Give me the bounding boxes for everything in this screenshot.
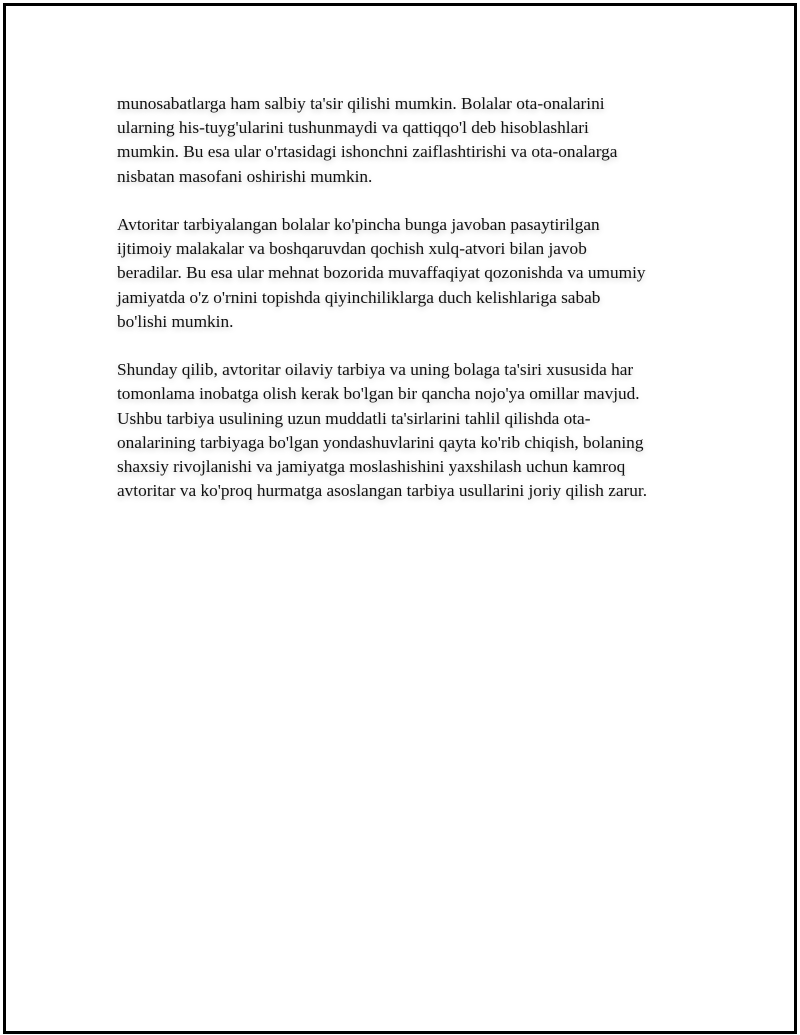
text-line: Avtoritar tarbiyalangan bolalar ko'pincha bunga javoban pasaytirilgan <box>117 215 600 234</box>
text-line: jamiyatda o'z o'rnini topishda qiyinchiliklarga duch kelishlariga sabab <box>117 287 601 307</box>
document-body <box>117 92 702 528</box>
paragraph-1 <box>117 92 702 189</box>
text-line: onalarining tarbiyaga bo'lgan yondashuvlarini qayta ko'rib chiqish, bolaning <box>117 432 644 452</box>
paragraph-3 <box>117 358 702 503</box>
text-line: munosabatlarga ham salbiy ta'sir qilishi mumkin. Bolalar ota-onalarini <box>117 94 605 113</box>
text-line: mumkin. Bu esa ular o'rtasidagi ishonchni zaiflashtirishi va ota-onalarga <box>117 142 618 162</box>
text-line: Shunday qilib, avtoritar oilaviy tarbiya va uning bolaga ta'siri xususida har <box>117 360 634 380</box>
text-line: shaxsiy rivojlanishi va jamiyatga moslashishini yaxshilash uchun kamroq <box>117 457 626 477</box>
text-line: ularning his-tuyg'ularini tushunmaydi va qattiqqo'l deb hisoblashlari <box>117 118 589 138</box>
paragraph-2 <box>117 213 702 334</box>
text-line: nisbatan masofani oshirishi mumkin. <box>117 166 373 186</box>
text-line: bo'lishi mumkin. <box>117 311 234 331</box>
text-line: avtoritar va ko'proq hurmatga asoslangan tarbiya usullarini joriy qilish zarur. <box>117 481 648 501</box>
text-line: Ushbu tarbiya usulining uzun muddatli ta'sirlarini tahlil qilishda ota- <box>117 408 591 428</box>
text-line: beradilar. Bu esa ular mehnat bozorida muvaffaqiyat qozonishda va umumiy <box>117 263 646 283</box>
text-line: tomonlama inobatga olish kerak bo'lgan bir qancha nojo'ya omillar mavjud. <box>117 384 640 404</box>
text-line: ijtimoiy malakalar va boshqaruvdan qochish xulq-atvori bilan javob <box>117 239 587 259</box>
